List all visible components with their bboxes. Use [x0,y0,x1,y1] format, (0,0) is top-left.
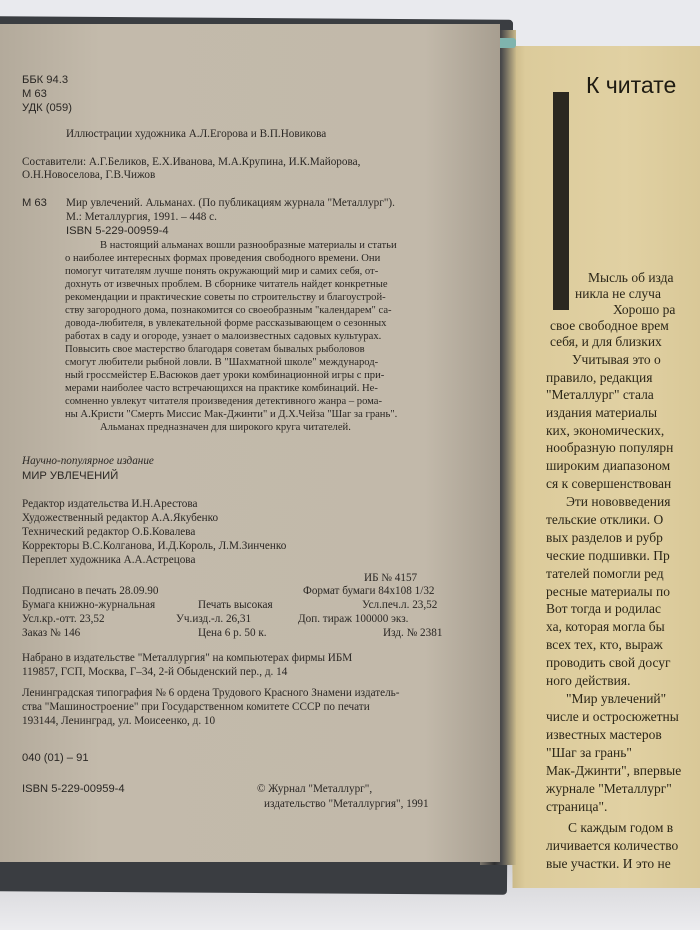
right-page-line: известных мастеров [546,727,662,742]
typeset-line-2: 119857, ГСП, Москва, Г–34, 2-й Обыденский пер., д. 14 [22,666,288,678]
author-mark: М 63 [22,88,47,100]
right-page-line: тельские отклики. О [546,512,664,527]
compilers-line-1: Составители: А.Г.Беликов, Е.Х.Иванова, М.А.Крупина, И.К.Майорова, [22,156,361,168]
right-page-line: проводить свой досуг [546,655,671,670]
right-page-line: издания материалы [546,405,658,420]
right-page-line: нообразную популярн [546,440,674,455]
right-page-line: страница". [546,799,608,814]
staff-proofreaders: Корректоры В.С.Колганова, И.Д.Король, Л.М.Зинченко [22,540,287,552]
right-page-line: никла не случа [575,286,661,301]
right-page-line: ресные материалы по [546,584,670,599]
annotation-line: Альманах предназначен для широкого круга читателей. [100,422,351,433]
staff-art-editor: Художественный редактор А.А.Якубенко [22,512,219,524]
ib-number: ИБ № 4157 [364,572,418,584]
right-page-line: свое свободное врем [550,318,669,333]
right-page-line: "Мир увлечений" [566,691,667,706]
right-page-line: ческие подшивки. Пр [546,548,670,563]
staff-binding: Переплет художника А.А.Астрецова [22,554,196,566]
imprint-line: М.: Металлургия, 1991. – 448 с. [66,211,217,223]
right-page-line: Мак-Джинти", впервые [546,763,682,778]
paper-format: Формат бумаги 84х108 1/32 [303,585,435,597]
right-page-line: "Металлург" стала [546,387,654,402]
catalog-code: 040 (01) – 91 [22,752,89,764]
right-page-line: личивается количество [546,838,679,853]
right-page-line: Эти нововведения [566,494,671,509]
annotation-line: рекомендации и практические советы по строительству и благоустрой- [65,292,386,303]
annotation-line: о наиболее интересных формах проведения свободного времени. Они [65,253,381,264]
price: Цена 6 р. 50 к. [198,627,267,639]
printer-line-3: 193144, Ленинград, ул. Моисеенко, д. 10 [22,715,216,727]
right-page-line: ся к совершенствован [546,476,672,491]
right-page-line: Учитывая это о [572,352,661,367]
right-page-line: ких, экономических, [546,423,665,438]
left-page [0,24,500,862]
annotation-line: довода-любителя, в увлекательной форме рассказывающем о сезонных [65,318,387,329]
annotation-line: смогут любители рыбной ловли. В "Шахматной школе" международ- [65,357,379,368]
catalog-mark: М 63 [22,197,47,209]
page-heading: К читате [586,72,677,98]
right-page-line: Мысль об изда [588,270,674,285]
print-method: Печать высокая [198,599,273,611]
izd-number: Изд. № 2381 [383,627,443,639]
edition-title: МИР УВЛЕЧЕНИЙ [22,470,119,482]
annotation-line: ны А.Кристи "Смерть Миссис Мак-Джинти" и Д.Х.Чейза "Шаг за грань". [65,409,398,420]
illustrations-credit: Иллюстрации художника А.Л.Егорова и В.П.Новикова [66,128,327,140]
right-page-line: ха, которая могла бы [546,619,665,634]
right-page-line: журнале "Металлург" [546,781,672,796]
paper-type: Бумага книжно-журнальная [22,599,156,611]
right-page-line: Хорошо ра [613,302,676,317]
annotation-line: сомненно увлекут читателя произведения детективного жанра – рома- [65,396,383,407]
heading-bar [553,92,569,310]
staff-tech-editor: Технический редактор О.Б.Ковалева [22,526,196,538]
udk-code: УДК (059) [22,102,72,114]
print-run: Доп. тираж 100000 экз. [298,613,409,625]
annotation-line: В настоящий альманах вошли разнообразные материалы и статьи [100,240,397,251]
printer-line-1: Ленинградская типография № 6 ордена Трудового Красного Знамени издатель- [22,687,400,699]
bbk-code: ББК 94.3 [22,74,69,86]
annotation [65,239,470,434]
uch-izd: Уч.изд.-л. 26,31 [176,613,252,625]
annotation-line: помогут читателям лучше понять окружающий мир и самих себя, от- [65,266,379,277]
annotation-line: Повысить свое мастерство благодаря советам бывалых рыболовов [65,344,365,355]
annotation-line: дохнуть от извечных проблем. В сборнике читатель найдет конкретные [65,279,388,290]
annotation-line: ству загородного дома, познакомится со своеобразным "календарем" са- [65,305,392,316]
order-number: Заказ № 146 [22,627,81,639]
typeset-line-1: Набрано в издательстве "Металлургия" на компьютерах фирмы ИБМ [22,652,353,664]
right-page-line: числе и остросюжетны [546,709,679,724]
isbn-line: ISBN 5-229-00959-4 [66,225,169,237]
copyright-line-2: издательство "Металлургия", 1991 [264,798,429,810]
edition-type: Научно-популярное издание [22,455,154,467]
signed-date: Подписано в печать 28.09.90 [22,585,159,597]
annotation-line: мерами наиболее часто встречающихся на практике комбинаций. Не- [65,383,378,394]
right-page-line: себя, и для близких [550,334,662,349]
isbn-bottom: ISBN 5-229-00959-4 [22,783,125,795]
right-page-line: вых разделов и рубр [546,530,663,545]
right-page-line: Вот тогда и родилас [546,601,661,616]
staff-editor: Редактор издательства И.Н.Арестова [22,498,198,510]
book-title-line: Мир увлечений. Альманах. (По публикациям журнала "Металлург"). [66,197,395,209]
right-page-line: всех тех, кто, выраж [546,637,663,652]
right-page-line: широким диапазоном [546,458,671,473]
annotation-line: ный гроссмейстер Е.Васюков дает уроки комбинационной игры с при- [65,370,385,381]
compilers-line-2: О.Н.Новоселова, Г.В.Чижов [22,169,156,181]
right-page-line: "Шаг за грань" [546,745,632,760]
right-page-line: правило, редакция [546,370,653,385]
annotation-line: работах в саду и огороде, узнает о малоизвестных садовых культурах. [65,331,382,342]
printer-line-2: ства "Машиностроение" при Государственном комитете СССР по печати [22,701,370,713]
right-page-line: С каждым годом в [568,820,674,835]
right-page-line: тателей помогли ред [546,566,664,581]
copyright-line-1: © Журнал "Металлург", [257,783,373,795]
right-page-line: ного действия. [546,673,631,688]
usl-kr-ott: Усл.кр.-отт. 23,52 [22,613,105,625]
usl-pech: Усл.печ.л. 23,52 [362,599,438,611]
right-page-line: вые участки. И это не [546,856,671,871]
